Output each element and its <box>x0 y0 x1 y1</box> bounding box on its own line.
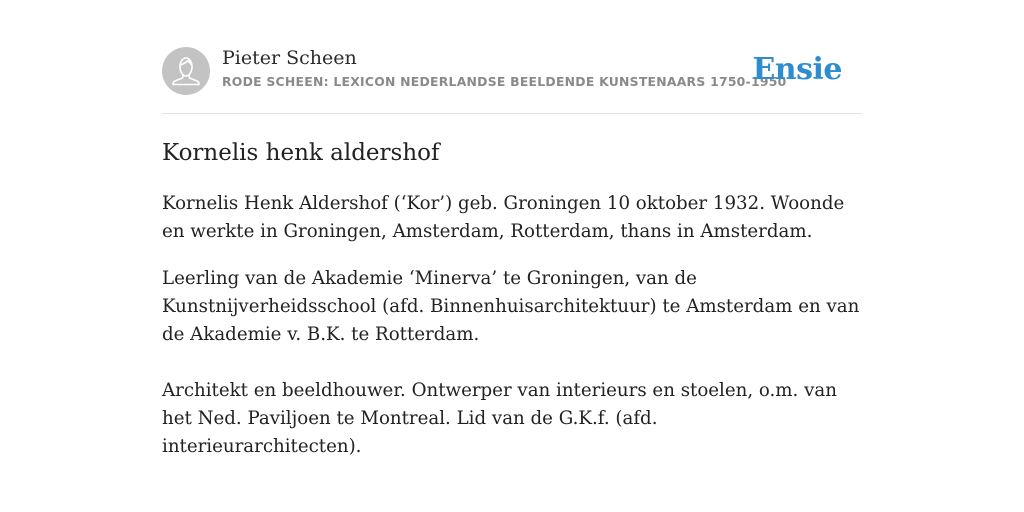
entry-card <box>162 0 862 512</box>
entry-title: Kornelis henk aldershof <box>162 140 440 166</box>
user-silhouette-icon <box>162 47 210 95</box>
user-avatar-icon[interactable] <box>162 47 210 95</box>
header-divider <box>162 113 862 114</box>
ensie-logo[interactable]: Ensie <box>752 52 842 87</box>
entry-paragraph-work: Architekt en beeldhouwer. Ontwerper van interieurs en stoelen, o.m. van het Ned. Paviljoen te Montreal. Lid van de G.K.f. (afd. interieurarchitecten). <box>162 380 837 457</box>
entry-header <box>162 46 862 96</box>
entry-paragraph-biography: Kornelis Henk Aldershof (‘Kor’) geb. Groningen 10 oktober 1932. Woonde en werkte in Groningen, Amsterdam, Rotterdam, thans in Amsterdam. <box>162 193 845 242</box>
entry-paragraph-education: Leerling van de Akademie ‘Minerva’ te Groningen, van de Kunstnijverheidsschool (afd. Binnenhuisarchitektuur) te Amsterdam en van de Akademie v. B.K. te Rotterdam. <box>162 268 860 345</box>
source-title[interactable]: RODE SCHEEN: LEXICON NEDERLANDSE BEELDENDE KUNSTENAARS 1750-1950 <box>222 74 787 89</box>
author-name[interactable]: Pieter Scheen <box>222 47 357 69</box>
